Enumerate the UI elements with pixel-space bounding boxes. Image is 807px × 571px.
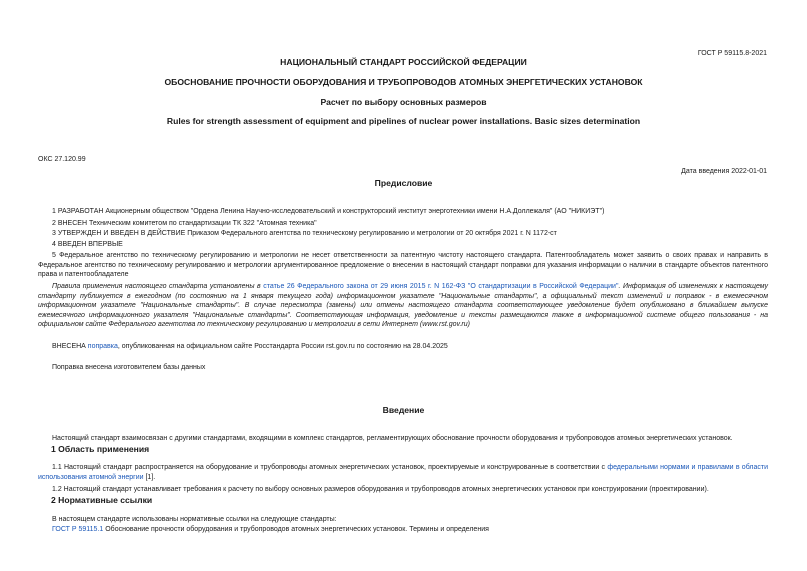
- oks-code: ОКС 27.120.99: [38, 156, 86, 163]
- amendment-text-part1: ВНЕСЕНА: [52, 343, 88, 350]
- rules-text-part2: . Информация об изменениях к настоящему стандарту публикуется в ежегодном (по состоянию на 1 января текущего года) информационном указателе "Национальные стандарты", а официальный текст изменений и поправок - в ежемесячном информационном указателе "Национальные стандарты". В случае пересмотра (замены) или отмены настоящего стандарта соответствующее уведомление будет опубликовано в ближайшем выпуске ежемесячного информационного указателя "Национальные стандарты". Соответствующая информация, уведомление и тексты размещаются также в информационной системе общего пользования - на официальном сайте Федерального агентства по техническому регулированию и метрологии в сети Интернет (www.rst.gov.ru): [38, 283, 768, 329]
- section-1-paragraph-1: [38, 463, 768, 482]
- introduction-heading: Введение: [382, 405, 425, 415]
- section-1-p1-text: 1.1 Настоящий стандарт распространяется на оборудование и трубопроводы атомных энергетических установок, проектируемые и конструированные в соответствии с: [52, 464, 608, 471]
- rules-paragraph: [38, 282, 768, 330]
- section-2-intro: В настоящем стандарте использованы нормативные ссылки на следующие стандарты:: [52, 516, 337, 523]
- preface-item-5: 5 Федеральное агентство по техническому регулированию и метрологии не несет ответственности за патентную чистоту настоящего стандарта. Патентообладатель может заявить о своих правах и направить в Федеральное агентство по техническому регулированию и метрологии аргументированное предложение о внесении в настоящий стандарт поправки для указания информации о наличии в стандарте объектов патентного права и патентообладателе: [38, 252, 768, 279]
- section-2-heading: 2 Нормативные ссылки: [51, 495, 153, 505]
- amendment-note: Поправка внесена изготовителем базы данных: [52, 364, 206, 371]
- gost-reference-link[interactable]: ГОСТ Р 59115.1: [52, 526, 104, 533]
- amendment-link[interactable]: поправка: [87, 343, 118, 350]
- preface-item-4: 4 ВВЕДЕН ВПЕРВЫЕ: [52, 241, 123, 248]
- gost-reference-text: Обоснование прочности оборудования и трубопроводов атомных энергетических установок. Термины и определения: [103, 526, 489, 533]
- preface-item-3: 3 УТВЕРЖДЕН И ВВЕДЕН В ДЕЙСТВИЕ Приказом Федерального агентства по техническому регулированию и метрологии от 20 октября 2021 г. N 1172-ст: [52, 230, 557, 237]
- preface-item-1: 1 РАЗРАБОТАН Акционерным обществом "Ордена Ленина Научно-исследовательский и конструкторский институт энерготехники имени Н.А.Доллежаля" (АО "НИКИЭТ"): [52, 208, 605, 215]
- national-standard-heading: НАЦИОНАЛЬНЫЙ СТАНДАРТ РОССИЙСКОЙ ФЕДЕРАЦИИ: [280, 57, 527, 67]
- document-title-en: Rules for strength assessment of equipment and pipelines of nuclear power installations. Basic sizes determination: [166, 116, 641, 126]
- rules-text-part1: Правила применения настоящего стандарта установлены в: [52, 283, 264, 290]
- section-1-paragraph-2: 1.2 Настоящий стандарт устанавливает требования к расчету по выбору основных размеров оборудования и трубопроводов атомных энергетических установок при конструировании (проектировании).: [52, 486, 709, 493]
- section-1-heading: 1 Область применения: [51, 444, 150, 454]
- federal-norms-link[interactable]: федеральными нормами и правилами в области использования атомной энергии: [38, 464, 768, 481]
- intro-date: Дата введения 2022-01-01: [681, 168, 767, 175]
- document-title: ОБОСНОВАНИЕ ПРОЧНОСТИ ОБОРУДОВАНИЯ И ТРУБОПРОВОДОВ АТОМНЫХ ЭНЕРГЕТИЧЕСКИХ УСТАНОВОК: [164, 77, 643, 87]
- document-code: ГОСТ Р 59115.8-2021: [697, 50, 767, 57]
- preface-item-2: 2 ВНЕСЕН Техническим комитетом по стандартизации ТК 322 "Атомная техника": [52, 220, 317, 227]
- section-1-p1-end: [1].: [143, 473, 156, 481]
- document-subtitle: Расчет по выбору основных размеров: [320, 97, 487, 107]
- amendment-paragraph: [38, 342, 768, 352]
- amendment-text-part2: , опубликованная на официальном сайте Росстандарта России rst.gov.ru по состоянию на 28.04.2025: [117, 343, 448, 350]
- introduction-text: Настоящий стандарт взаимосвязан с другими стандартами, входящими в комплекс стандартов, регламентирующих обоснование прочности оборудования и трубопроводов атомных энергетических установок.: [52, 435, 733, 442]
- normative-reference-item: [38, 525, 768, 535]
- preface-heading: Предисловие: [374, 178, 433, 188]
- federal-law-link[interactable]: статье 26 Федерального закона от 29 июня 2015 г. N 162-ФЗ "О стандартизации в Российской Федерации": [263, 283, 619, 290]
